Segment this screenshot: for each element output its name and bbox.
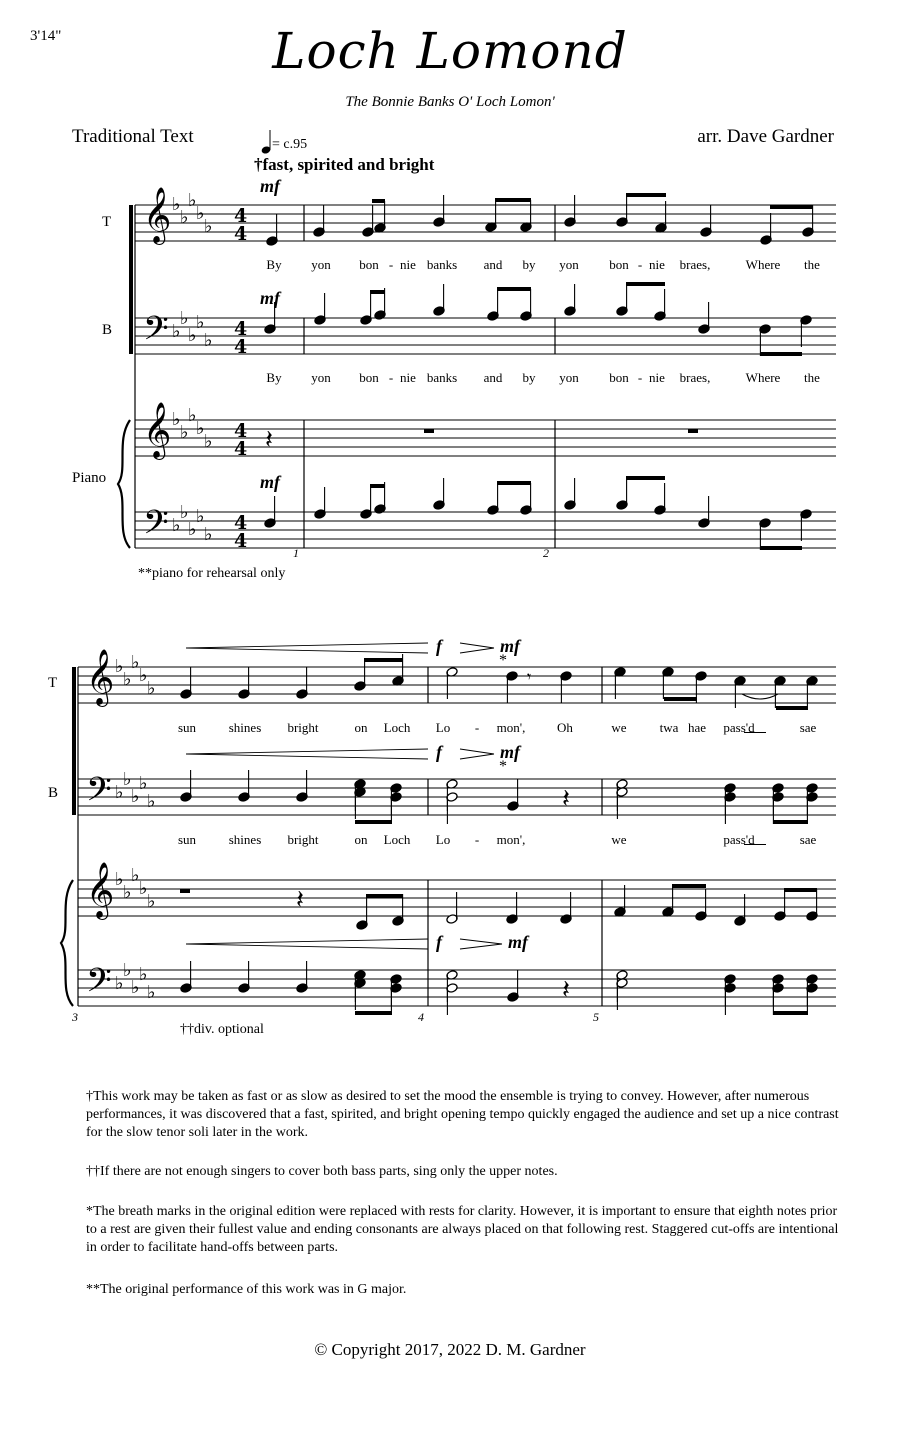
- hairpin: [186, 643, 428, 648]
- lyric-syllable: -: [637, 370, 643, 385]
- subtitle: The Bonnie Banks O' Loch Lomon': [345, 94, 555, 110]
- flat-icon: ♭: [188, 405, 197, 426]
- lyric-syllable: pass'd: [723, 720, 755, 735]
- lyric-syllable: mon',: [496, 720, 526, 735]
- lyric-syllable: sae: [799, 720, 817, 735]
- flat-icon: ♭: [204, 330, 213, 351]
- flat-icon: ♭: [172, 409, 181, 430]
- lyric-syllable: bright: [287, 720, 319, 735]
- lyric-syllable: -: [474, 832, 480, 847]
- beam: [626, 476, 665, 480]
- measure-number: 1: [293, 546, 299, 560]
- flat-icon: ♭: [139, 878, 148, 899]
- beam: [664, 697, 697, 701]
- breath-mark: *: [499, 652, 507, 669]
- lyric-syllable: shines: [228, 832, 262, 847]
- bass-clef-icon: 𝄢: [143, 310, 169, 356]
- beam: [364, 658, 403, 662]
- bass-clef-icon: 𝄢: [86, 771, 112, 817]
- beam: [773, 1011, 808, 1015]
- time-signature: 4: [234, 438, 248, 460]
- hairpin: [186, 754, 428, 759]
- tenor-label-1: T: [102, 214, 112, 230]
- flat-icon: ♭: [131, 786, 140, 807]
- footnote: †This work may be taken as fast or as slow as desired to set the mood the ensemble is trying to convey. However, after numerous performances, it was discovered that a fast, spirited, and bright opening tempo quickly engaged the audience and set up a nice contrast for the slow tenor soli later in the work.: [86, 1089, 839, 1140]
- lyric-syllable: sae: [799, 832, 817, 847]
- flat-icon: ♭: [123, 960, 132, 981]
- lyric-syllable: Lo: [435, 720, 451, 735]
- beam: [626, 193, 666, 197]
- bass-clef-icon: 𝄢: [86, 962, 112, 1008]
- beam: [626, 282, 665, 286]
- bass-clef-icon: 𝄢: [143, 504, 169, 550]
- lyric-syllable: Loch: [383, 720, 411, 735]
- dynamic-mf: mf: [260, 472, 280, 492]
- lyric-syllable: and: [483, 257, 503, 272]
- lyric-syllable: on: [354, 720, 368, 735]
- measure-number: 2: [543, 546, 549, 560]
- beam: [366, 894, 403, 898]
- flat-icon: ♭: [115, 656, 124, 677]
- hairpin: [186, 749, 428, 754]
- flat-icon: ♭: [204, 431, 213, 452]
- flat-icon: ♭: [147, 982, 156, 1003]
- lyric-syllable: banks: [426, 370, 458, 385]
- flat-icon: ♭: [123, 769, 132, 790]
- lyric-syllable: Oh: [557, 720, 573, 735]
- lyric-syllable: By: [266, 370, 282, 385]
- flat-icon: ♭: [172, 321, 181, 342]
- arranger-credit: arr. Dave Gardner: [697, 126, 834, 147]
- quarter-rest-icon: 𝄽: [562, 975, 570, 1005]
- page-title: Loch Lomond: [272, 22, 628, 80]
- rehearsal-note: **piano for rehearsal only: [138, 566, 286, 581]
- quarter-rest-icon: 𝄽: [265, 425, 273, 455]
- lyric-syllable: nie: [400, 370, 416, 385]
- lyric-syllable: twa: [659, 720, 679, 735]
- bass-label-2: B: [48, 785, 59, 801]
- flat-icon: ♭: [180, 207, 189, 228]
- flat-icon: ♭: [172, 194, 181, 215]
- flat-icon: ♭: [188, 190, 197, 211]
- treble-clef-icon: 𝄞: [86, 862, 115, 918]
- beam: [355, 820, 392, 824]
- flat-icon: ♭: [172, 515, 181, 536]
- lyric-syllable: by: [522, 370, 536, 385]
- flat-icon: ♭: [131, 865, 140, 886]
- bass-label-1: B: [102, 322, 113, 338]
- flat-icon: ♭: [147, 791, 156, 812]
- beam: [784, 888, 817, 892]
- hairpin: [460, 648, 494, 653]
- dynamic-f: f: [436, 932, 442, 952]
- beam: [776, 706, 808, 710]
- lyric-syllable: banks: [426, 257, 458, 272]
- piano-label: Piano: [72, 470, 107, 486]
- lyric-syllable: the: [804, 257, 820, 272]
- beam: [370, 484, 385, 488]
- duration: 3'14": [30, 28, 62, 44]
- lyric-syllable: bon: [609, 370, 629, 385]
- lyric-syllable: nie: [649, 257, 665, 272]
- time-signature: 4: [234, 512, 248, 534]
- measure-number: 3: [72, 1010, 78, 1024]
- quarter-rest-icon: 𝄽: [562, 784, 570, 814]
- lyric-syllable: hae: [687, 720, 707, 735]
- lyric-syllable: bon: [359, 257, 379, 272]
- lyric-syllable: nie: [400, 257, 416, 272]
- notation-layer: [61, 130, 836, 1015]
- tempo-value: = c.95: [272, 137, 308, 152]
- beam: [672, 884, 706, 888]
- measure-number: 5: [593, 1010, 599, 1024]
- flat-icon: ♭: [139, 773, 148, 794]
- flat-icon: ♭: [188, 519, 197, 540]
- whole-rest: [180, 889, 190, 893]
- flat-icon: ♭: [131, 652, 140, 673]
- beam: [770, 205, 813, 209]
- flat-icon: ♭: [147, 891, 156, 912]
- dynamic-f: f: [436, 636, 442, 656]
- hairpin: [460, 643, 494, 648]
- choir-bracket: [72, 667, 76, 815]
- lyricist-credit: Traditional Text: [72, 126, 194, 147]
- copyright: © Copyright 2017, 2022 D. M. Gardner: [314, 1340, 586, 1359]
- flat-icon: ♭: [180, 422, 189, 443]
- breath-mark: *: [499, 758, 507, 775]
- hairpin: [460, 939, 502, 944]
- time-signature: 4: [234, 318, 248, 340]
- hairpin: [186, 648, 428, 653]
- hairpin: [186, 944, 428, 949]
- lyric-syllable: braes,: [679, 257, 711, 272]
- lyric-syllable: -: [388, 257, 394, 272]
- flat-icon: ♭: [188, 325, 197, 346]
- flat-icon: ♭: [180, 502, 189, 523]
- beam: [773, 820, 808, 824]
- lyric-syllable: the: [804, 370, 820, 385]
- time-signature: 4: [234, 205, 248, 227]
- whole-rest: [424, 429, 434, 433]
- lyric-syllable: nie: [649, 370, 665, 385]
- treble-clef-icon: 𝄞: [86, 649, 115, 705]
- lyric-syllable: we: [611, 720, 627, 735]
- lyric-syllable: yon: [311, 370, 331, 385]
- lyric-syllable: Loch: [383, 832, 411, 847]
- flat-icon: ♭: [115, 782, 124, 803]
- lyric-syllable: -: [474, 720, 480, 735]
- flat-icon: ♭: [196, 312, 205, 333]
- lyric-syllable: shines: [228, 720, 262, 735]
- treble-clef-icon: 𝄞: [143, 402, 172, 458]
- tie: [742, 694, 778, 699]
- dynamic-f: f: [436, 742, 442, 762]
- beam: [370, 290, 385, 294]
- dynamic-mf: mf: [260, 176, 280, 196]
- flat-icon: ♭: [196, 203, 205, 224]
- flat-icon: ♭: [123, 882, 132, 903]
- flat-icon: ♭: [115, 973, 124, 994]
- beam: [760, 546, 802, 550]
- dynamic-mf: mf: [508, 932, 528, 952]
- lyric-syllable: braes,: [679, 370, 711, 385]
- lyric-syllable: sun: [177, 832, 197, 847]
- whole-rest: [688, 429, 698, 433]
- flat-icon: ♭: [204, 216, 213, 237]
- lyric-syllable: bon: [359, 370, 379, 385]
- flat-icon: ♭: [147, 678, 156, 699]
- tempo-marking: †fast, spirited and bright: [254, 155, 435, 174]
- time-signature: 4: [234, 336, 248, 358]
- lyric-syllable: on: [354, 832, 368, 847]
- flat-icon: ♭: [180, 308, 189, 329]
- lyric-syllable: sun: [177, 720, 197, 735]
- lyric-syllable: pass'd: [723, 832, 755, 847]
- beam: [372, 199, 385, 203]
- lyric-syllable: mon',: [496, 832, 526, 847]
- lyric-syllable: Lo: [435, 832, 451, 847]
- eighth-rest-icon: 𝄾: [527, 667, 532, 686]
- beam: [355, 1011, 392, 1015]
- tenor-label-2: T: [48, 675, 58, 691]
- lyric-syllable: Where: [745, 257, 781, 272]
- measure-number: 4: [418, 1010, 424, 1024]
- flat-icon: ♭: [139, 665, 148, 686]
- flat-icon: ♭: [131, 977, 140, 998]
- lyric-syllable: -: [637, 257, 643, 272]
- hairpin: [460, 944, 502, 949]
- lyric-syllable: Where: [745, 370, 781, 385]
- lyric-syllable: bright: [287, 832, 319, 847]
- hairpin: [460, 749, 494, 754]
- hairpin: [460, 754, 494, 759]
- piano-brace: [61, 880, 73, 1006]
- flat-icon: ♭: [115, 869, 124, 890]
- flat-icon: ♭: [139, 964, 148, 985]
- lyric-syllable: By: [266, 257, 282, 272]
- lyric-syllable: yon: [559, 370, 579, 385]
- beam: [760, 352, 802, 356]
- flat-icon: ♭: [123, 669, 132, 690]
- hairpin: [186, 939, 428, 944]
- lyric-syllable: and: [483, 370, 503, 385]
- time-signature: 4: [234, 530, 248, 552]
- dynamic-mf: mf: [500, 636, 520, 656]
- footnote: ††If there are not enough singers to cover both bass parts, sing only the upper notes.: [86, 1164, 558, 1179]
- lyric-syllable: -: [388, 370, 394, 385]
- piano-brace: [118, 420, 130, 548]
- time-signature: 4: [234, 223, 248, 245]
- flat-icon: ♭: [204, 524, 213, 545]
- beam: [497, 481, 531, 485]
- dynamic-mf: mf: [260, 288, 280, 308]
- divisi-note: ††div. optional: [180, 1022, 264, 1037]
- quarter-rest-icon: 𝄽: [296, 885, 304, 915]
- lyric-syllable: yon: [559, 257, 579, 272]
- time-signature: 4: [234, 420, 248, 442]
- treble-clef-icon: 𝄞: [143, 187, 172, 243]
- beam: [495, 198, 531, 202]
- lyric-syllable: yon: [311, 257, 331, 272]
- choir-bracket: [129, 205, 133, 354]
- flat-icon: ♭: [196, 418, 205, 439]
- lyric-syllable: we: [611, 832, 627, 847]
- beam: [497, 287, 531, 291]
- footnote: **The original performance of this work was in G major.: [86, 1282, 407, 1297]
- lyric-syllable: by: [522, 257, 536, 272]
- footnote: *The breath marks in the original edition were replaced with rests for clarity. However, it is important to ensure that eighth notes prior to a rest are given their fullest value and ending consonants are always placed on that following rest. Staggered cut-offs are intentional in order to facilitate hand-offs between parts.: [86, 1204, 839, 1255]
- flat-icon: ♭: [196, 506, 205, 527]
- lyric-syllable: bon: [609, 257, 629, 272]
- dynamic-mf: mf: [500, 742, 520, 762]
